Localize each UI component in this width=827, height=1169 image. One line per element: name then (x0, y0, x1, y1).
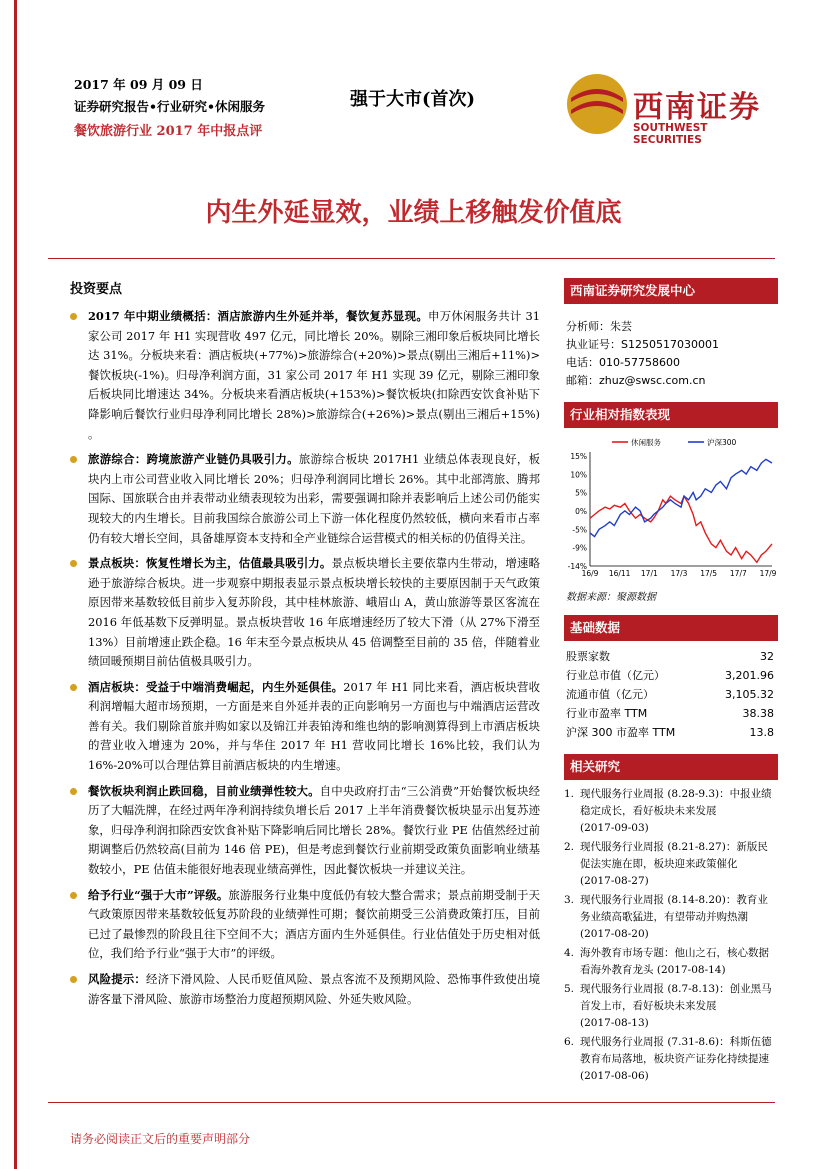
related-heading: 相关研究 (564, 754, 778, 780)
y-tick-label: 5% (575, 488, 587, 498)
bullet-2: 旅游综合：跨境旅游产业链仍具吸引力。旅游综合板块 2017H1 业绩总体表现良好，板块内上市公司营业收入同比增长 20%；归母净利润同比增长 26%。其中北部湾旅、腾邦国际、国旅联合由并表带动业绩表现较为出彩，需要强调扣除并表影响后上述公司仍能实现较大的内生增长。目前我国综合旅游公司上下游一体化程度仍然较低，横向来看市占率仍有较大增长空间，具备雄厚资本支持和全产业链综合运营模式的相关标的仍值得关注。 (70, 450, 540, 548)
report-title: 内生外延显效，业绩上移触发价值底 (205, 198, 622, 228)
footer-disclaimer: 请务必阅读正文后的重要声明部分 (70, 1132, 251, 1146)
x-tick-label: 17/5 (700, 569, 718, 578)
phone-row: 电话：010-57758600 (566, 356, 680, 369)
related-item[interactable]: 4. 海外教育市场专题：他山之石，核心数据看海外教育龙头 (2017-08-14) (564, 947, 769, 976)
stat-row: 流通市值（亿元） 3,105.32 (566, 688, 774, 701)
legend-label: 休闲服务 (631, 438, 661, 447)
left-accent-bar (14, 0, 17, 1169)
basics-heading: 基础数据 (564, 615, 778, 641)
y-tick-label: -14% (567, 562, 587, 571)
y-tick-label: -9% (572, 543, 587, 553)
logo-emblem-icon (565, 72, 629, 136)
x-tick-label: 16/11 (608, 569, 631, 578)
sector-review: 餐饮旅游行业 2017 年中报点评 (74, 124, 263, 139)
stat-row: 沪深 300 市盈率 TTM 13.8 (566, 726, 774, 739)
company-logo (565, 72, 770, 146)
bullet-6: 给予行业“强于大市”评级。旅游服务行业集中度低仍有较大整合需求；景点前期受制于天气政策原因带来基数较低复苏阶段的业绩弹性可期；餐饮前期受三公消费政策打压，目前已过了最惨烈的阶段且往下空间不大；酒店方面内生外延俱佳。行业估值处于历史相对低位，我们给予行业“强于大市”的评级。 (70, 886, 540, 964)
legend-label: 沪深300 (707, 438, 737, 447)
investment-points-heading: 投资要点 (70, 282, 123, 297)
stat-row: 行业总市值（亿元） 3,201.96 (566, 669, 774, 682)
bullet-7: 风险提示：经济下滑风险、人民币贬值风险、景点客流不及预期风险、恐怖事件致使出境游客量下滑风险、旅游市场整治力度超预期风险、外延失败风险。 (70, 970, 540, 1009)
y-tick-label: 10% (570, 470, 587, 480)
bullet-5: 餐饮板块利润止跌回稳，目前业绩弹性较大。自中央政府打击“三公消费”开始餐饮板块经历了大幅洗牌，在经过两年净利润持续负增长后 2017 上半年消费餐饮板块显示出复苏迹象，归母净利润扣除西安饮食补贴下降影响后同比增长 28%。餐饮行业 PE 估值然经过前期调整后仍然较高(目前为 146 倍 PE)，但是考虑到餐饮行业前期受政策负面影响业绩基数较小，PE 估值未能很好地表现业绩高弹性，因此餐饮板块一并建议关注。 (70, 782, 540, 880)
x-tick-label: 17/3 (670, 569, 688, 578)
bullet-1: 2017 年中期业绩概括：酒店旅游内生外延并举，餐饮复苏显现。申万休闲服务共计 31 家公司 2017 年 H1 实现营收 497 亿元，同比增长 20%。剔除三湘印象后板块同比增长达 31%。分板块来看：酒店板块(+77%)>旅游综合(+20%)>景点(剔出三湘后+11%)>餐饮板块(-1%)。归母净利润方面，31 家公司 2017 年 H1 实现 39 亿元，剔除三湘印象后板块同比增速达 34%。分板块来看酒店板块(+153%)>餐饮板块(扣除西安饮食补贴下降影响后餐饮行业归母净利同比增长 28%)>旅游综合(+26%)>景点(剔出三湘后+15%) 。 (70, 307, 540, 444)
sidebar (564, 278, 778, 1087)
license-row: 执业证号：S1250517030001 (566, 338, 719, 351)
y-tick-label: 0% (575, 507, 587, 516)
report-date: 2017 年 09 月 09 日 (74, 77, 203, 92)
related-item[interactable]: 6. 现代服务行业周报 (7.31-8.6)：科斯伍德教育布局落地，板块资产证券化持续提速 (2017-08-06) (564, 1036, 772, 1082)
relative-index-chart (564, 434, 778, 584)
analyst-row: 分析师：朱芸 (566, 320, 632, 333)
bullet-3: 景点板块：恢复性增长为主，估值最具吸引力。景点板块增长主要依靠内生带动，增速略逊于旅游综合板块。进一步观察中期报表显示景点板块增长较快的主要原因制于天气政策原因带来基数较低目前步入复苏阶段，其中桂林旅游、峨眉山 A，黄山旅游等景区客流在 2016 年低基数下反弹明显。景点板块营收 16 年底增速经历了较大下滑（从 27%下滑至 13%）目前增速止跌企稳。16 年末至今景点板块从 45 倍调整至目前的 35 倍，伴随着业绩回暖预期目前估值极具吸引力。 (70, 554, 540, 672)
investment-points (70, 278, 540, 1015)
x-tick-label: 16/9 (581, 569, 599, 578)
report-type: 证券研究报告•行业研究•休闲服务 (74, 99, 265, 114)
logo-name-cn: 西南证券 (633, 90, 761, 125)
data-source: 数据来源：聚源数据 (566, 592, 656, 603)
title-divider (48, 258, 775, 259)
rating: 强于大市(首次) (350, 89, 476, 110)
y-tick-label: -5% (572, 525, 587, 535)
x-tick-label: 17/1 (640, 569, 658, 578)
related-item[interactable]: 1. 现代服务行业周报 (8.28-9.3)：中报业绩稳定成长，看好板块未来发展 (2017-09-03) (564, 788, 772, 834)
related-item[interactable]: 3. 现代服务行业周报 (8.14-8.20)：教育业务业绩高歌猛进，有望带动并购热潮 (2017-08-20) (564, 894, 768, 940)
bullet-4: 酒店板块：受益于中端消费崛起，内生外延俱佳。2017 年 H1 同比来看，酒店板块营收利润增幅大超市场预期，一方面是来自外延并表的正向影响另一方面也与中端酒店运营改善有关。我们剔除首旅并购如家以及锦江并表铂涛和维也纳的影响测算得到上市酒店板块的营业收入增速为 20%，并与华住 2017 年 H1 营收同比增长 16%比较，我们认为 16%-20%可以合理估算目前酒店板块的内生增速。 (70, 678, 540, 776)
x-tick-label: 17/7 (729, 569, 747, 578)
related-item[interactable]: 2. 现代服务行业周报 (8.21-8.27)：新版民促法实施在即，板块迎来政策催化 (2017-08-27) (564, 841, 768, 887)
logo-name-en: SOUTHWEST SECURITIES (633, 122, 708, 146)
stat-row: 行业市盈率 TTM 38.38 (566, 707, 774, 720)
chart-heading: 行业相对指数表现 (564, 402, 778, 428)
related-item[interactable]: 5. 现代服务行业周报 (8.7-8.13)：创业黑马首发上市，看好板块未来发展 (2017-08-13) (564, 983, 772, 1029)
y-tick-label: 15% (570, 452, 587, 461)
email-link[interactable]: zhuz@swsc.com.cn (599, 374, 706, 387)
research-center-heading: 西南证券研究发展中心 (564, 278, 778, 304)
email-row: 邮箱：zhuz@swsc.com.cn (566, 374, 706, 387)
series-line-hs300 (590, 459, 772, 536)
x-tick-label: 17/9 (759, 569, 777, 578)
footer-divider (48, 1102, 775, 1103)
stat-row: 股票家数 32 (566, 650, 774, 663)
